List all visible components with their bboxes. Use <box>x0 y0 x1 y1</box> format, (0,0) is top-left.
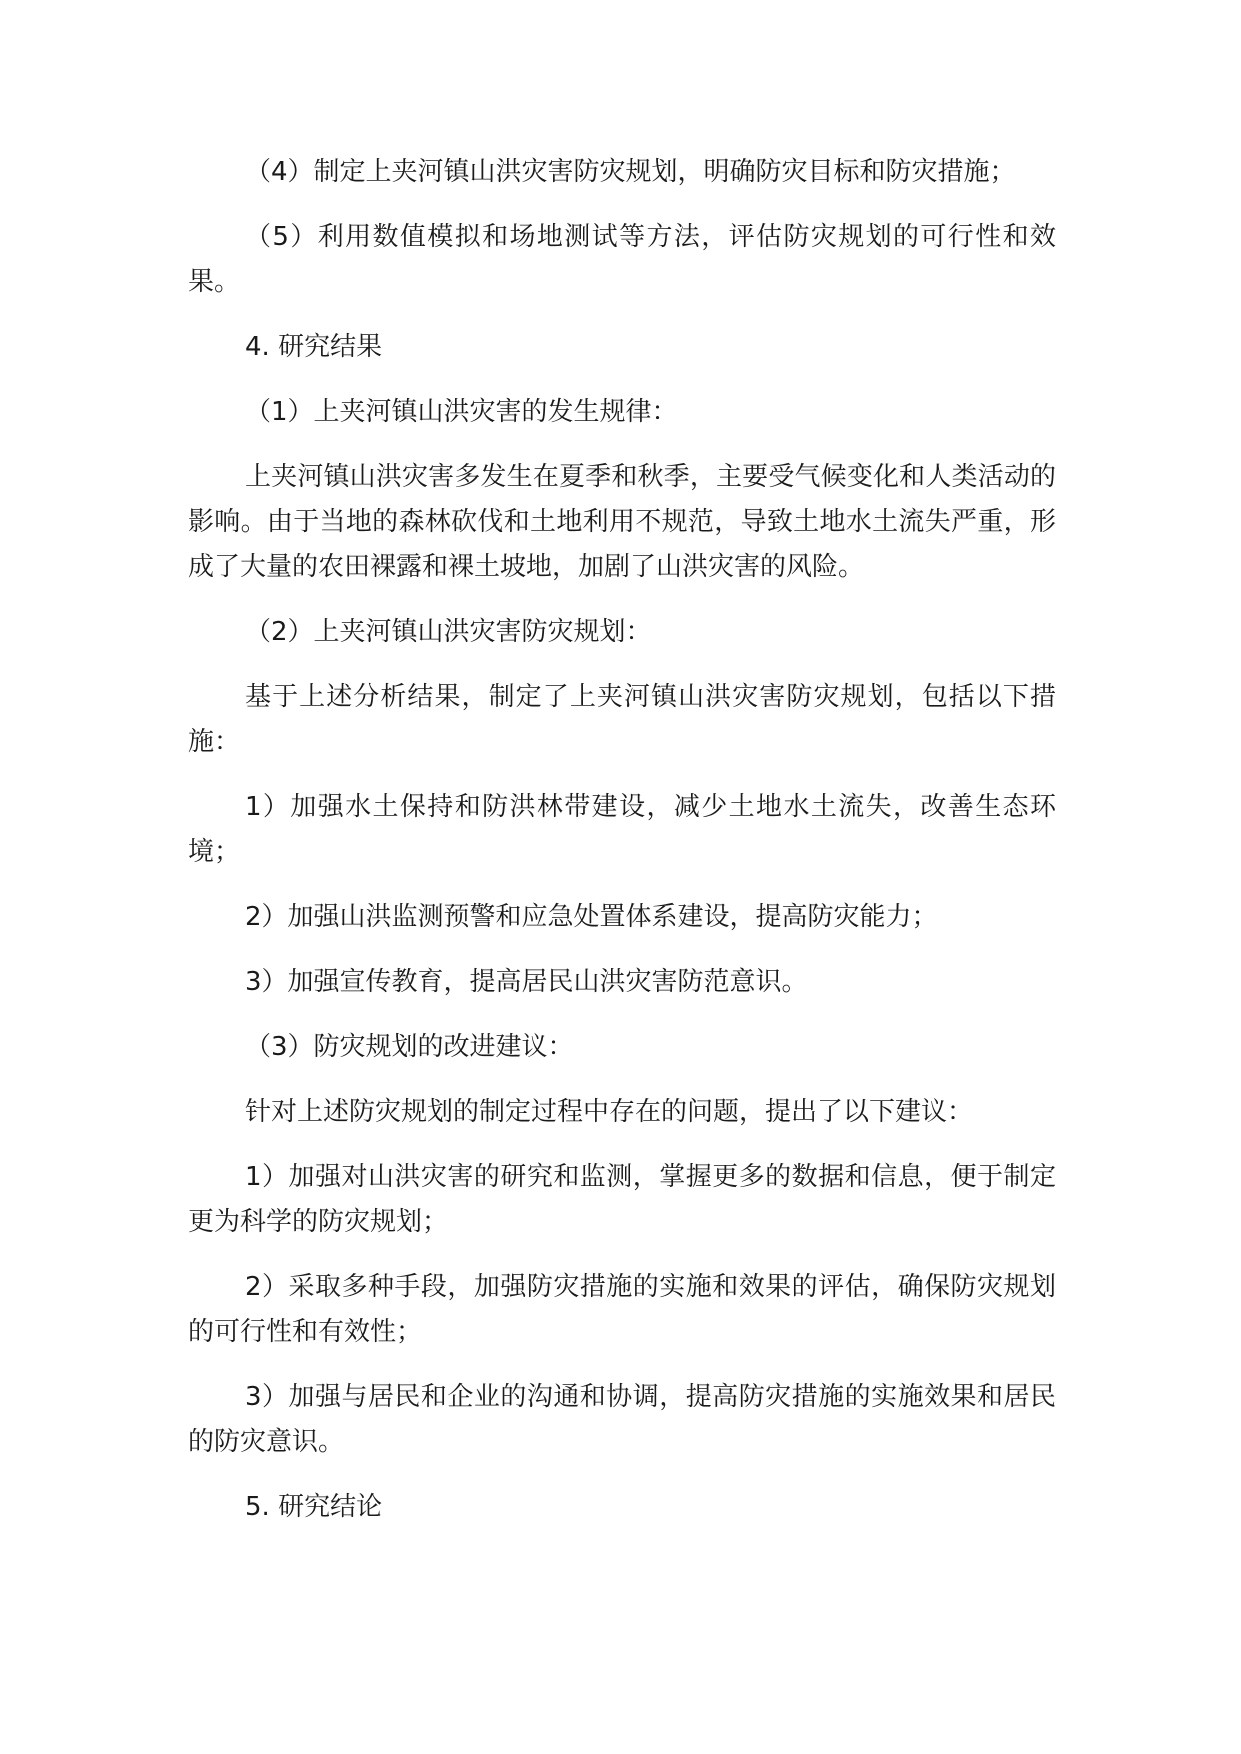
paragraph-occurrence-pattern: 上夹河镇山洪灾害多发生在夏季和秋季，主要受气候变化和人类活动的影响。由于当地的森林砍伐和土地利用不规范，导致土地水土流失严重，形成了大量的农田裸露和裸土坡地，加剧了山洪灾害的风险。 <box>188 462 1056 582</box>
section-heading-conclusion: 5. 研究结论 <box>245 1492 383 1522</box>
list-item-suggestion-1: 1）加强对山洪灾害的研究和监测，掌握更多的数据和信息，便于制定更为科学的防灾规划； <box>188 1162 1056 1237</box>
subheading-occurrence-pattern: （1）上夹河镇山洪灾害的发生规律： <box>245 397 678 427</box>
list-item-measure-2: 2）加强山洪监测预警和应急处置体系建设，提高防灾能力； <box>245 902 938 932</box>
list-item-measure-1: 1）加强水土保持和防洪林带建设，减少土地水土流失，改善生态环境； <box>188 792 1056 867</box>
list-item-suggestion-2: 2）采取多种手段，加强防灾措施的实施和效果的评估，确保防灾规划的可行性和有效性； <box>188 1272 1056 1347</box>
paragraph-suggestions-intro: 针对上述防灾规划的制定过程中存在的问题，提出了以下建议： <box>245 1097 974 1127</box>
list-item-measure-3: 3）加强宣传教育，提高居民山洪灾害防范意识。 <box>245 967 808 997</box>
subheading-prevention-plan: （2）上夹河镇山洪灾害防灾规划： <box>245 617 652 647</box>
list-item-suggestion-3: 3）加强与居民和企业的沟通和协调，提高防灾措施的实施效果和居民的防灾意识。 <box>188 1382 1056 1457</box>
paragraph-step-5: （5）利用数值模拟和场地测试等方法，评估防灾规划的可行性和效果。 <box>188 222 1056 297</box>
section-heading-results: 4. 研究结果 <box>245 332 383 362</box>
paragraph-prevention-plan-intro: 基于上述分析结果，制定了上夹河镇山洪灾害防灾规划，包括以下措施： <box>188 682 1056 757</box>
paragraph-step-4: （4）制定上夹河镇山洪灾害防灾规划，明确防灾目标和防灾措施； <box>245 157 1016 187</box>
document-body <box>188 150 1056 1550</box>
subheading-improvement-suggestions: （3）防灾规划的改进建议： <box>245 1032 574 1062</box>
